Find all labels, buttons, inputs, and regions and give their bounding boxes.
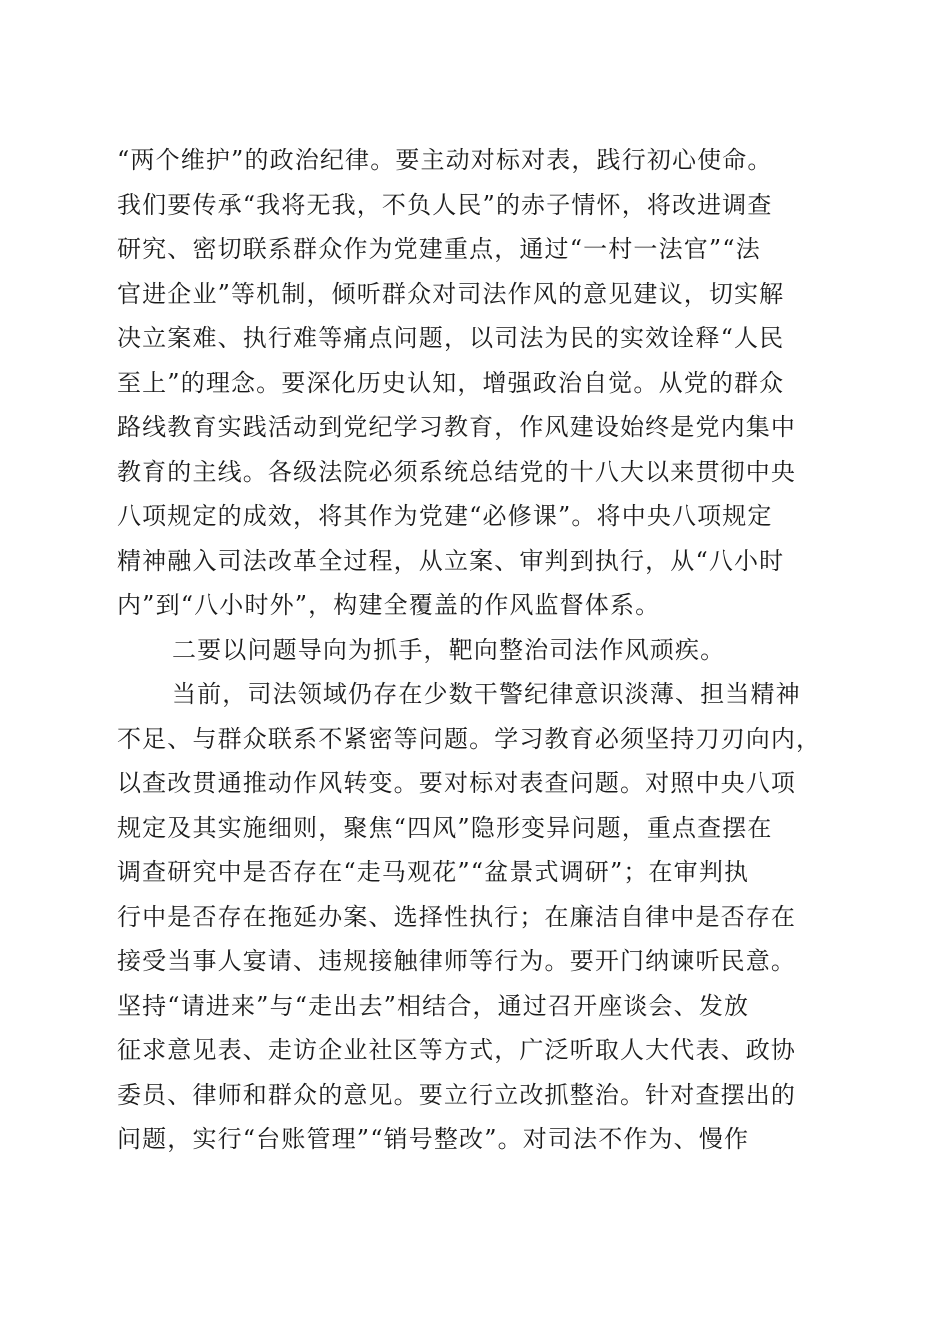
- text-line: 问题，实行“台账管理”“销号整改”。对司法不作为、慢作: [117, 1125, 750, 1153]
- text-line: 研究、密切联系群众作为党建重点，通过“一村一法官”“法: [117, 235, 761, 263]
- text-line: 官进企业”等机制，倾听群众对司法作风的意见建议，切实解: [117, 279, 785, 308]
- text-line: 坚持“请进来”与“走出去”相结合，通过召开座谈会、发放: [117, 991, 750, 1020]
- text-line: 至上”的理念。要深化历史认知，增强政治自觉。从党的群众: [117, 368, 785, 397]
- text-line: 精神融入司法改革全过程，从立案、审判到执行，从“八小时: [117, 546, 785, 575]
- paragraph-start-line: 当前，司法领域仍存在少数干警纪律意识淡薄、担当精神: [172, 680, 801, 708]
- text-line: 接受当事人宴请、违规接触律师等行为。要开门纳谏听民意。: [117, 947, 797, 975]
- text-line: 决立案难、执行难等痛点问题，以司法为民的实效诠释“人民: [117, 324, 785, 352]
- section-heading: 二要以问题导向为抓手，靶向整治司法作风顽疾。: [172, 635, 726, 664]
- text-line: 委员、律师和群众的意见。要立行立改抓整治。针对查摆出的: [117, 1080, 797, 1109]
- text-line: 行中是否存在拖延办案、选择性执行；在廉洁自律中是否存在: [117, 902, 797, 931]
- body-text: [117, 138, 837, 1162]
- text-line: 规定及其实施细则，聚焦“四风”隐形变异问题，重点查摆在: [117, 813, 773, 842]
- text-line: 以查改贯通推动作风转变。要对标对表查问题。对照中央八项: [117, 769, 797, 797]
- text-line: 调查研究中是否存在“走马观花”“盆景式调研”；在审判执: [117, 858, 750, 886]
- text-line: 我们要传承“我将无我，不负人民”的赤子情怀，将改进调查: [117, 190, 773, 219]
- text-line: 八项规定的成效，将其作为党建“必修课”。将中央八项规定: [117, 502, 773, 530]
- text-line: 路线教育实践活动到党纪学习教育，作风建设始终是党内集中: [117, 413, 797, 441]
- text-line: “两个维护”的政治纪律。要主动对标对表，践行初心使命。: [117, 146, 773, 174]
- text-line: 不足、与群众联系不紧密等问题。学习教育必须坚持刀刃向内，: [117, 724, 822, 753]
- text-line: 教育的主线。各级法院必须系统总结党的十八大以来贯彻中央: [117, 457, 797, 486]
- text-line: 征求意见表、走访企业社区等方式，广泛听取人大代表、政协: [117, 1036, 797, 1064]
- text-line: 内”到“八小时外”，构建全覆盖的作风监督体系。: [117, 591, 661, 619]
